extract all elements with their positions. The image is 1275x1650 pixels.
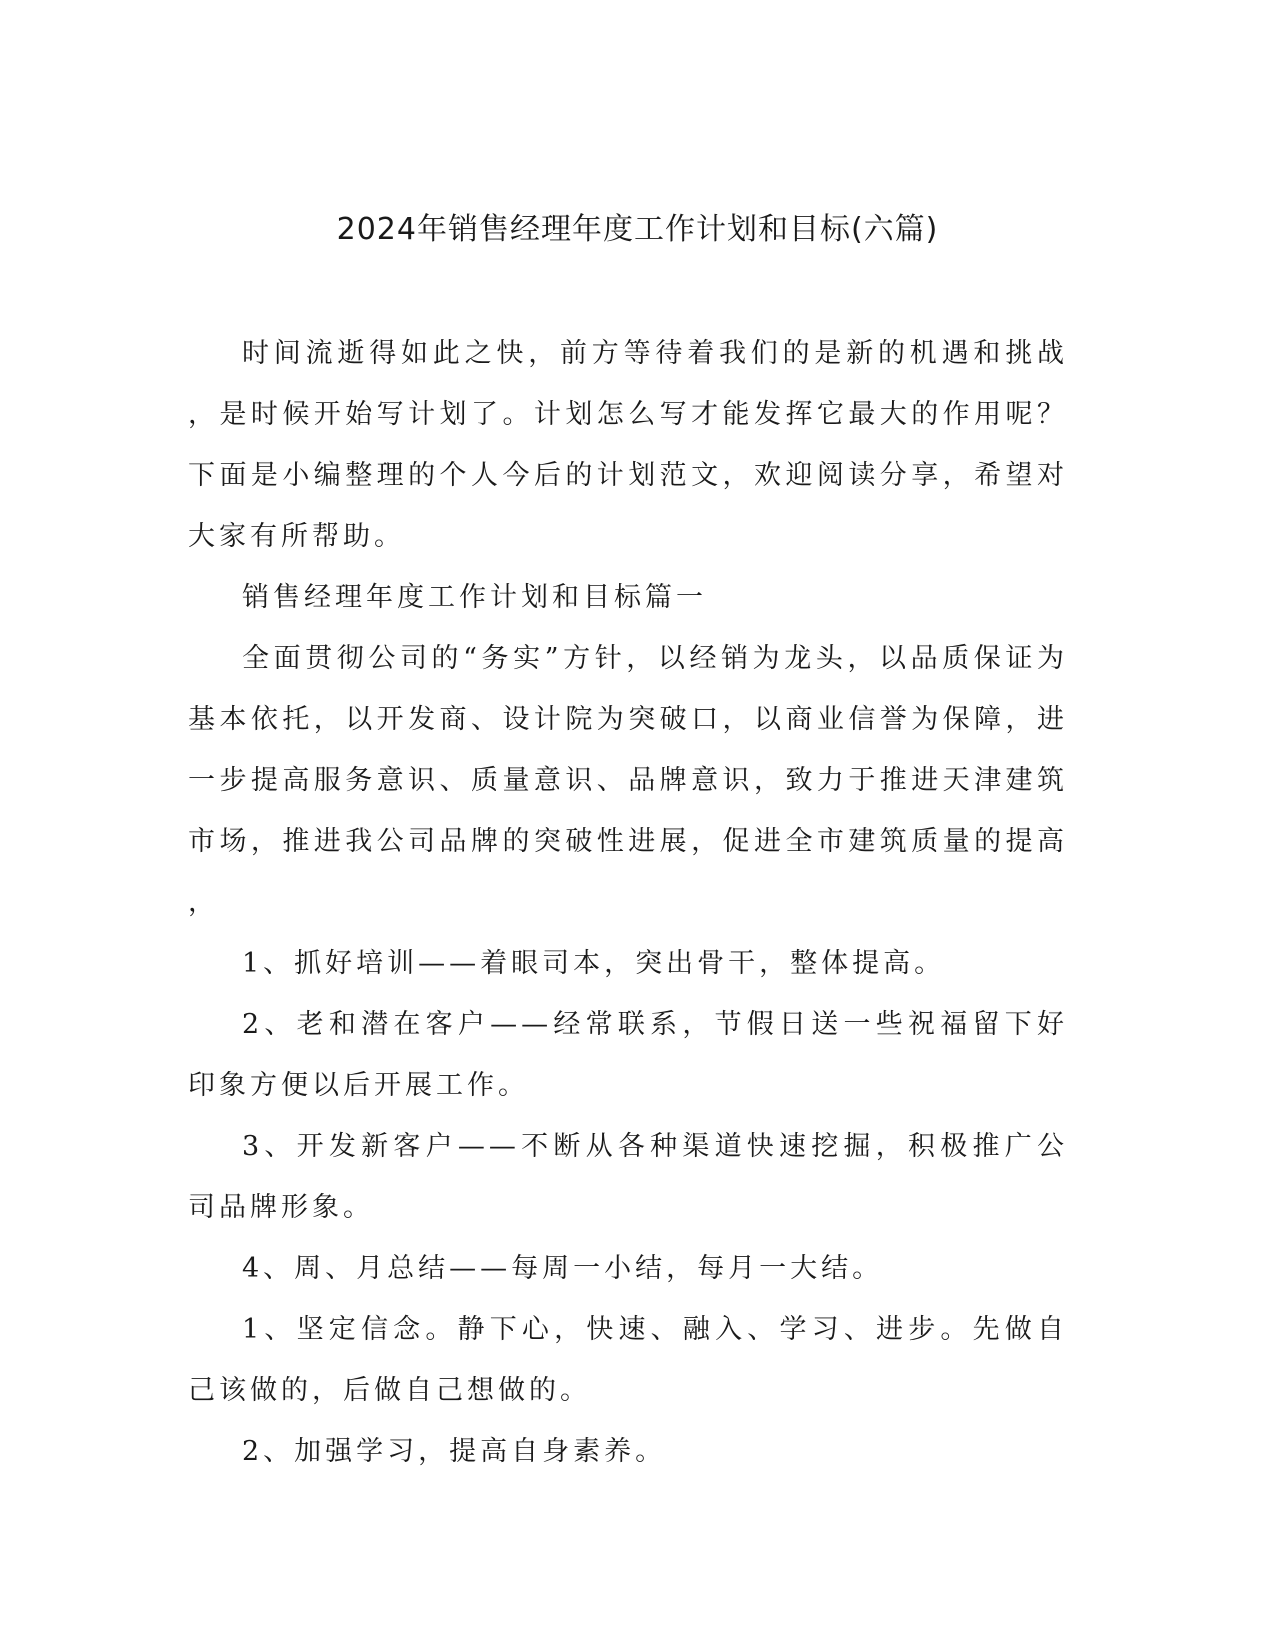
list-item: 4、周、月总结——每周一小结，每月一大结。 <box>242 1253 884 1284</box>
list-item: 3、开发新客户——不断从各种渠道快速挖掘，积极推广公司品牌形象。 <box>188 1131 1068 1223</box>
section-heading: 销售经理年度工作计划和目标篇一 <box>242 582 707 613</box>
list-item: 2、老和潜在客户——经常联系，节假日送一些祝福留下好印象方便以后开展工作。 <box>188 1009 1068 1101</box>
document-body <box>188 323 1068 1482</box>
list-item: 1、坚定信念。静下心，快速、融入、学习、进步。先做自己该做的，后做自己想做的。 <box>188 1314 1068 1406</box>
document-title: 2024年销售经理年度工作计划和目标(六篇) <box>336 212 939 247</box>
list-item: 2、加强学习，提高自身素养。 <box>242 1436 667 1467</box>
list-item: 1、抓好培训——着眼司本，突出骨干，整体提高。 <box>242 948 946 979</box>
body-paragraph: 全面贯彻公司的“务实”方针，以经销为龙头，以品质保证为基本依托，以开发商、设计院为突破口，以商业信誉为保障，进一步提高服务意识、质量意识、品牌意识，致力于推进天津建筑市场，推进我公司品牌的突破性进展，促进全市建筑质量的提高， <box>188 643 1068 918</box>
intro-paragraph: 时间流逝得如此之快，前方等待着我们的是新的机遇和挑战，是时候开始写计划了。计划怎么写才能发挥它最大的作用呢？下面是小编整理的个人今后的计划范文，欢迎阅读分享，希望对大家有所帮助。 <box>188 338 1068 552</box>
